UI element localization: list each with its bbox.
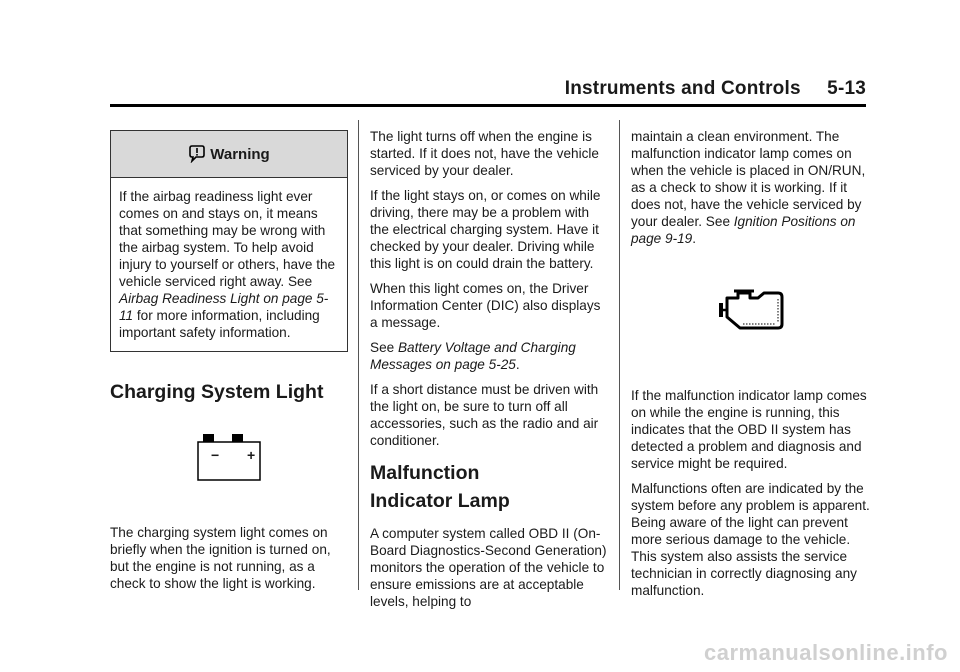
charging-paragraph: The charging system light comes on briefly when the ignition is turned on, but the engine is not running, as a check to show the light is working. (110, 525, 331, 591)
column-2 (370, 128, 608, 618)
charging-heading: Charging System Light (110, 381, 324, 403)
warning-box (110, 130, 348, 352)
header-title: Instruments and Controls (564, 78, 801, 99)
col2-paragraph-2: If the light stays on, or comes on while driving, there may be a problem with the electrical charging system. Have it checked by your dealer. Driving while this light is on could drain the battery. (370, 188, 601, 271)
engine-icon (718, 287, 784, 331)
warning-text: If the airbag readiness light ever comes on and stays on, it means that something may be wrong with the airbag system. To help avoid injury to yourself or others, have the vehicle serviced right away. See Airbag Readiness Light on page 5-11 for more information, including important safety information. (119, 189, 336, 340)
col3-paragraph-2: If the malfunction indicator lamp comes on while the engine is running, this indicates that the OBD II system has detected a problem and diagnosis and service might be required. (631, 388, 867, 471)
battery-minus: − (211, 447, 220, 463)
col2-paragraph-4: See Battery Voltage and Charging Messages on page 5-25. (370, 340, 576, 372)
ignition-positions-link[interactable]: Ignition Positions on page 9-19 (631, 214, 856, 246)
column-divider-1 (358, 120, 359, 590)
header-rule (110, 104, 866, 107)
battery-plus: + (247, 447, 256, 463)
malfunction-heading: Malfunction Indicator Lamp (370, 462, 510, 512)
warning-header (111, 131, 347, 178)
column-1 (110, 124, 348, 600)
engine-icon-wrap (631, 287, 871, 387)
warning-title: Warning (210, 145, 270, 163)
col2-paragraph-6: A computer system called OBD II (On-Board Diagnostics-Second Generation) monitors the operation of the vehicle to ensure emissions are at acceptable levels, helping to (370, 526, 607, 609)
col2-paragraph-3: When this light comes on, the Driver Information Center (DIC) also displays a message. (370, 281, 601, 330)
col3-paragraph-3: Malfunctions often are indicated by the system before any problem is apparent. Being aware of the light can prevent more serious damage to the vehicle. This system also assists the service technician in correctly diagnosing any malfunction. (631, 481, 870, 598)
column-divider-2 (619, 120, 620, 590)
col2-paragraph-5: If a short distance must be driven with the light on, be sure to turn off all accessories, such as the radio and air conditioner. (370, 382, 599, 448)
page-number: 5-13 (827, 78, 866, 99)
airbag-readiness-link[interactable]: Airbag Readiness Light on page 5-11 (119, 291, 329, 323)
battery-voltage-link[interactable]: Battery Voltage and Charging Messages on page 5-25 (370, 340, 576, 372)
watermark: carmanualsonline.info (704, 640, 948, 665)
battery-icon-wrap (110, 426, 348, 508)
page-header (110, 78, 866, 104)
warning-icon (188, 145, 206, 163)
col2-paragraph-1: The light turns off when the engine is started. If it does not, have the vehicle serviced by your dealer. (370, 129, 599, 178)
column-3 (631, 128, 871, 607)
col3-paragraph-1: maintain a clean environment. The malfunction indicator lamp comes on when the vehicle is placed in ON/RUN, as a check to show it is working. If it does not, have the vehicle serviced by your dealer. See Ignition Positions on page 9-19. (631, 129, 866, 246)
